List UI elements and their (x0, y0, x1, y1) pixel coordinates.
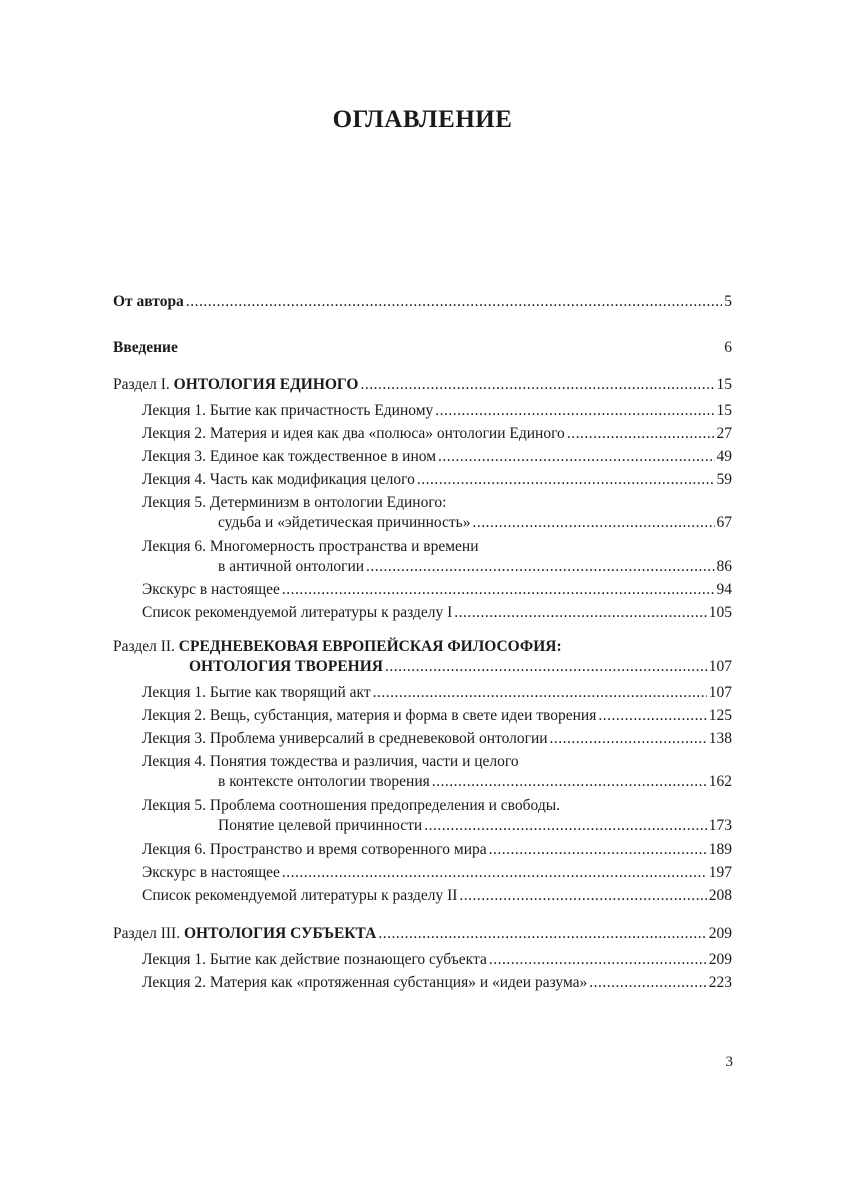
toc-page-number: 197 (708, 864, 732, 881)
leader-dots (489, 950, 707, 970)
toc-entry-label: Лекция 5. Детерминизм в онтологии Единого: (142, 494, 447, 511)
leader-dots (489, 840, 707, 860)
page-number: 3 (725, 1054, 733, 1070)
section-title: ОНТОЛОГИЯ СУБЪЕКТА (183, 925, 377, 942)
leader-dots (432, 772, 707, 792)
toc-entry-s2-excursus[interactable] (113, 863, 732, 883)
leader-dots (454, 603, 707, 623)
leader-dots (186, 292, 722, 312)
toc-page-number: 107 (708, 658, 732, 675)
toc-entry-s1-l3[interactable] (113, 447, 732, 467)
toc-entry-label-cont: в античной онтологии (218, 558, 365, 575)
leader-dots (459, 886, 706, 906)
toc-entry-introduction[interactable] (113, 338, 732, 358)
page-title: ОГЛАВЛЕНИЕ (332, 106, 513, 133)
toc-entry-s1-bibliography[interactable] (113, 603, 732, 623)
toc-page-number: 15 (716, 376, 732, 393)
toc-entry-label: Лекция 3. Единое как тождественное в ином (142, 448, 437, 465)
section-prefix: Раздел III. (113, 925, 181, 942)
leader-dots (373, 683, 707, 703)
toc-entry-label: Экскурс в настоящее (142, 581, 280, 598)
toc-page-number: 15 (716, 402, 732, 419)
toc-page-number: 6 (724, 339, 732, 356)
toc-page-number: 162 (708, 773, 732, 790)
toc-entry-label: Лекция 2. Вещь, субстанция, материя и форма в свете идеи творения (142, 707, 597, 724)
toc-entry-s3-l1[interactable] (113, 950, 732, 970)
toc-entry-s1-l1[interactable] (113, 401, 732, 421)
toc-page-number: 86 (716, 558, 732, 575)
toc-page-number: 49 (716, 448, 732, 465)
toc-page-number: 105 (708, 604, 732, 621)
leader-dots (550, 729, 707, 749)
toc-section-3[interactable] (113, 924, 732, 944)
toc-entry-label: Лекция 1. Бытие как причастность Единому (142, 402, 434, 419)
section-title-cont: ОНТОЛОГИЯ ТВОРЕНИЯ (189, 658, 383, 675)
toc-entry-foreword[interactable] (113, 292, 732, 312)
toc-page-number: 125 (708, 707, 732, 724)
section-prefix: Раздел II. (113, 638, 175, 655)
toc-entry-s2-l6[interactable] (113, 840, 732, 860)
toc-page-number: 189 (708, 841, 732, 858)
toc-page-number: 209 (708, 925, 732, 942)
toc-page-number: 223 (708, 974, 732, 991)
toc-entry-s1-l4[interactable] (113, 470, 732, 490)
leader-dots (360, 375, 714, 395)
toc-entry-s2-l2[interactable] (113, 706, 732, 726)
toc-page-number: 5 (724, 293, 732, 310)
leader-dots (282, 580, 715, 600)
toc-entry-s2-l5[interactable] (113, 796, 732, 836)
toc-entry-label: Лекция 4. Часть как модификация целого (142, 471, 415, 488)
toc-entry-label: Список рекомендуемой литературы к разделу II (142, 887, 458, 904)
toc-entry-label-cont: в контексте онтологии творения (218, 773, 430, 790)
toc-entry-label: Экскурс в настоящее (142, 864, 280, 881)
toc-entry-s1-l6[interactable] (113, 537, 732, 577)
toc-entry-label: От автора (113, 293, 184, 310)
toc-entry-s1-l2[interactable] (113, 424, 732, 444)
toc-entry-s2-l1[interactable] (113, 683, 732, 703)
toc-page-number: 138 (708, 730, 732, 747)
toc-section-1[interactable] (113, 375, 732, 395)
toc-entry-s3-l2[interactable] (113, 973, 732, 993)
section-title: СРЕДНЕВЕКОВАЯ ЕВРОПЕЙСКАЯ ФИЛОСОФИЯ: (178, 638, 562, 655)
toc-section-2[interactable] (113, 637, 732, 677)
toc-section-label (113, 375, 358, 395)
toc-section-label (113, 924, 376, 944)
toc-entry-label: Лекция 1. Бытие как творящий акт (142, 684, 371, 701)
toc-entry-s2-bibliography[interactable] (113, 886, 732, 906)
toc-entry-label: Введение (113, 339, 178, 356)
toc-entry-label: Лекция 2. Материя как «протяженная субстанция» и «идеи разума» (142, 974, 588, 991)
toc-entry-s1-l5[interactable] (113, 493, 732, 533)
section-title: ОНТОЛОГИЯ ЕДИНОГО (173, 376, 359, 393)
toc-entry-s2-l4[interactable] (113, 752, 732, 792)
leader-dots (366, 557, 714, 577)
table-of-contents (113, 292, 732, 993)
toc-entry-label: Список рекомендуемой литературы к разделу I (142, 604, 453, 621)
toc-entry-label-cont: Понятие целевой причинности (218, 817, 423, 834)
toc-page-number: 94 (716, 581, 732, 598)
toc-page-number: 173 (708, 817, 732, 834)
leader-dots (282, 863, 707, 883)
leader-dots (567, 424, 715, 444)
toc-page-number: 59 (716, 471, 732, 488)
toc-section-label (113, 637, 732, 657)
toc-page-number: 208 (708, 887, 732, 904)
toc-entry-label: Лекция 4. Понятия тождества и различия, части и целого (142, 753, 519, 770)
toc-entry-s1-excursus[interactable] (113, 580, 732, 600)
toc-entry-label: Лекция 3. Проблема универсалий в средневековой онтологии (142, 730, 548, 747)
leader-dots (435, 401, 714, 421)
toc-entry-label: Лекция 6. Пространство и время сотворенного мира (142, 841, 487, 858)
toc-page-number: 209 (708, 951, 732, 968)
leader-dots (385, 657, 707, 677)
toc-page-number: 67 (716, 514, 732, 531)
toc-entry-label-cont: судьба и «эйдетическая причинность» (218, 514, 471, 531)
toc-entry-s2-l3[interactable] (113, 729, 732, 749)
leader-dots (473, 513, 715, 533)
leader-dots (378, 924, 706, 944)
leader-dots (417, 470, 715, 490)
leader-dots (598, 706, 706, 726)
toc-entry-label: Лекция 5. Проблема соотношения предопределения и свободы. (142, 797, 561, 814)
section-prefix: Раздел I. (113, 376, 170, 393)
toc-entry-label: Лекция 2. Материя и идея как два «полюса» онтологии Единого (142, 425, 565, 442)
leader-dots (589, 973, 706, 993)
toc-page-number: 107 (708, 684, 732, 701)
leader-dots (424, 816, 707, 836)
toc-entry-label: Лекция 1. Бытие как действие познающего субъекта (142, 951, 487, 968)
toc-entry-label: Лекция 6. Многомерность пространства и времени (142, 538, 479, 555)
toc-page-number: 27 (716, 425, 732, 442)
leader-dots (438, 447, 714, 467)
